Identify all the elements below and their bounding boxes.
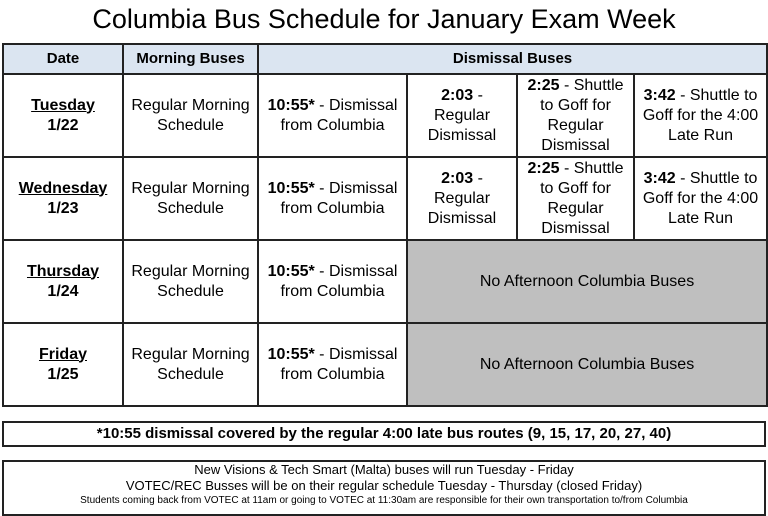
dismissal-time: 10:55*	[267, 345, 315, 363]
footnote: *10:55 dismissal covered by the regular 4:00 late bus routes (9, 15, 17, 20, 27, 40)	[2, 421, 766, 447]
table-row	[3, 323, 767, 406]
dismissal-text: - Dismissal from Columbia	[280, 96, 398, 134]
header-row	[3, 44, 767, 74]
dismissal-cell	[407, 74, 517, 157]
morning-cell: Regular Morning Schedule	[123, 323, 258, 406]
date-label: 1/24	[47, 282, 79, 300]
header-date: Date	[3, 44, 123, 74]
dismissal-cell	[258, 240, 407, 323]
day-label: Friday	[38, 345, 87, 363]
dismissal-text: - Regular Dismissal	[427, 169, 497, 227]
info-line: New Visions & Tech Smart (Malta) buses will run Tuesday - Friday	[194, 462, 574, 477]
dismissal-cell	[517, 157, 634, 240]
morning-cell: Regular Morning Schedule	[123, 240, 258, 323]
dismissal-text: - Shuttle to Goff for the 4:00 Late Run	[642, 86, 759, 144]
morning-cell: Regular Morning Schedule	[123, 157, 258, 240]
date-cell	[3, 74, 123, 157]
day-label: Wednesday	[18, 179, 108, 197]
dismissal-text: - Dismissal from Columbia	[280, 262, 398, 300]
dismissal-cell	[634, 74, 767, 157]
dismissal-cell	[517, 74, 634, 157]
dismissal-text: - Shuttle to Goff for Regular Dismissal	[540, 76, 624, 154]
dismissal-time: 3:42	[643, 86, 676, 104]
date-label: 1/22	[47, 116, 79, 134]
bus-schedule-table	[2, 43, 768, 407]
dismissal-time: 3:42	[643, 169, 676, 187]
dismissal-cell	[258, 74, 407, 157]
table-row	[3, 240, 767, 323]
dismissal-text: - Regular Dismissal	[427, 86, 497, 144]
date-label: 1/25	[47, 365, 79, 383]
dismissal-time: 2:25	[527, 159, 560, 177]
table-row	[3, 157, 767, 240]
dismissal-text: - Dismissal from Columbia	[280, 179, 398, 217]
date-cell	[3, 240, 123, 323]
date-cell	[3, 323, 123, 406]
dismissal-cell	[258, 323, 407, 406]
dismissal-time: 10:55*	[267, 96, 315, 114]
no-afternoon-buses-cell: No Afternoon Columbia Buses	[407, 323, 767, 406]
dismissal-time: 10:55*	[267, 179, 315, 197]
dismissal-text: - Dismissal from Columbia	[280, 345, 398, 383]
dismissal-text: - Shuttle to Goff for Regular Dismissal	[540, 159, 624, 237]
date-label: 1/23	[47, 199, 79, 217]
day-label: Tuesday	[31, 96, 95, 114]
table-row	[3, 74, 767, 157]
info-box	[2, 460, 766, 516]
page-title: Columbia Bus Schedule for January Exam Week	[92, 4, 676, 34]
dismissal-cell	[634, 157, 767, 240]
info-line: Students coming back from VOTEC at 11am or going to VOTEC at 11:30am are responsible for their own transportation to/from Columbia	[80, 495, 688, 506]
header-dismissal-buses: Dismissal Buses	[258, 44, 767, 74]
dismissal-text: - Shuttle to Goff for the 4:00 Late Run	[642, 169, 759, 227]
header-morning-buses: Morning Buses	[123, 44, 258, 74]
dismissal-time: 10:55*	[267, 262, 315, 280]
dismissal-time: 2:03	[441, 169, 474, 187]
date-cell	[3, 157, 123, 240]
dismissal-time: 2:03	[441, 86, 474, 104]
dismissal-time: 2:25	[527, 76, 560, 94]
dismissal-cell	[407, 157, 517, 240]
day-label: Thursday	[26, 262, 99, 280]
info-line: VOTEC/REC Busses will be on their regular schedule Tuesday - Thursday (closed Friday)	[125, 478, 643, 493]
dismissal-cell	[258, 157, 407, 240]
no-afternoon-buses-cell: No Afternoon Columbia Buses	[407, 240, 767, 323]
morning-cell: Regular Morning Schedule	[123, 74, 258, 157]
